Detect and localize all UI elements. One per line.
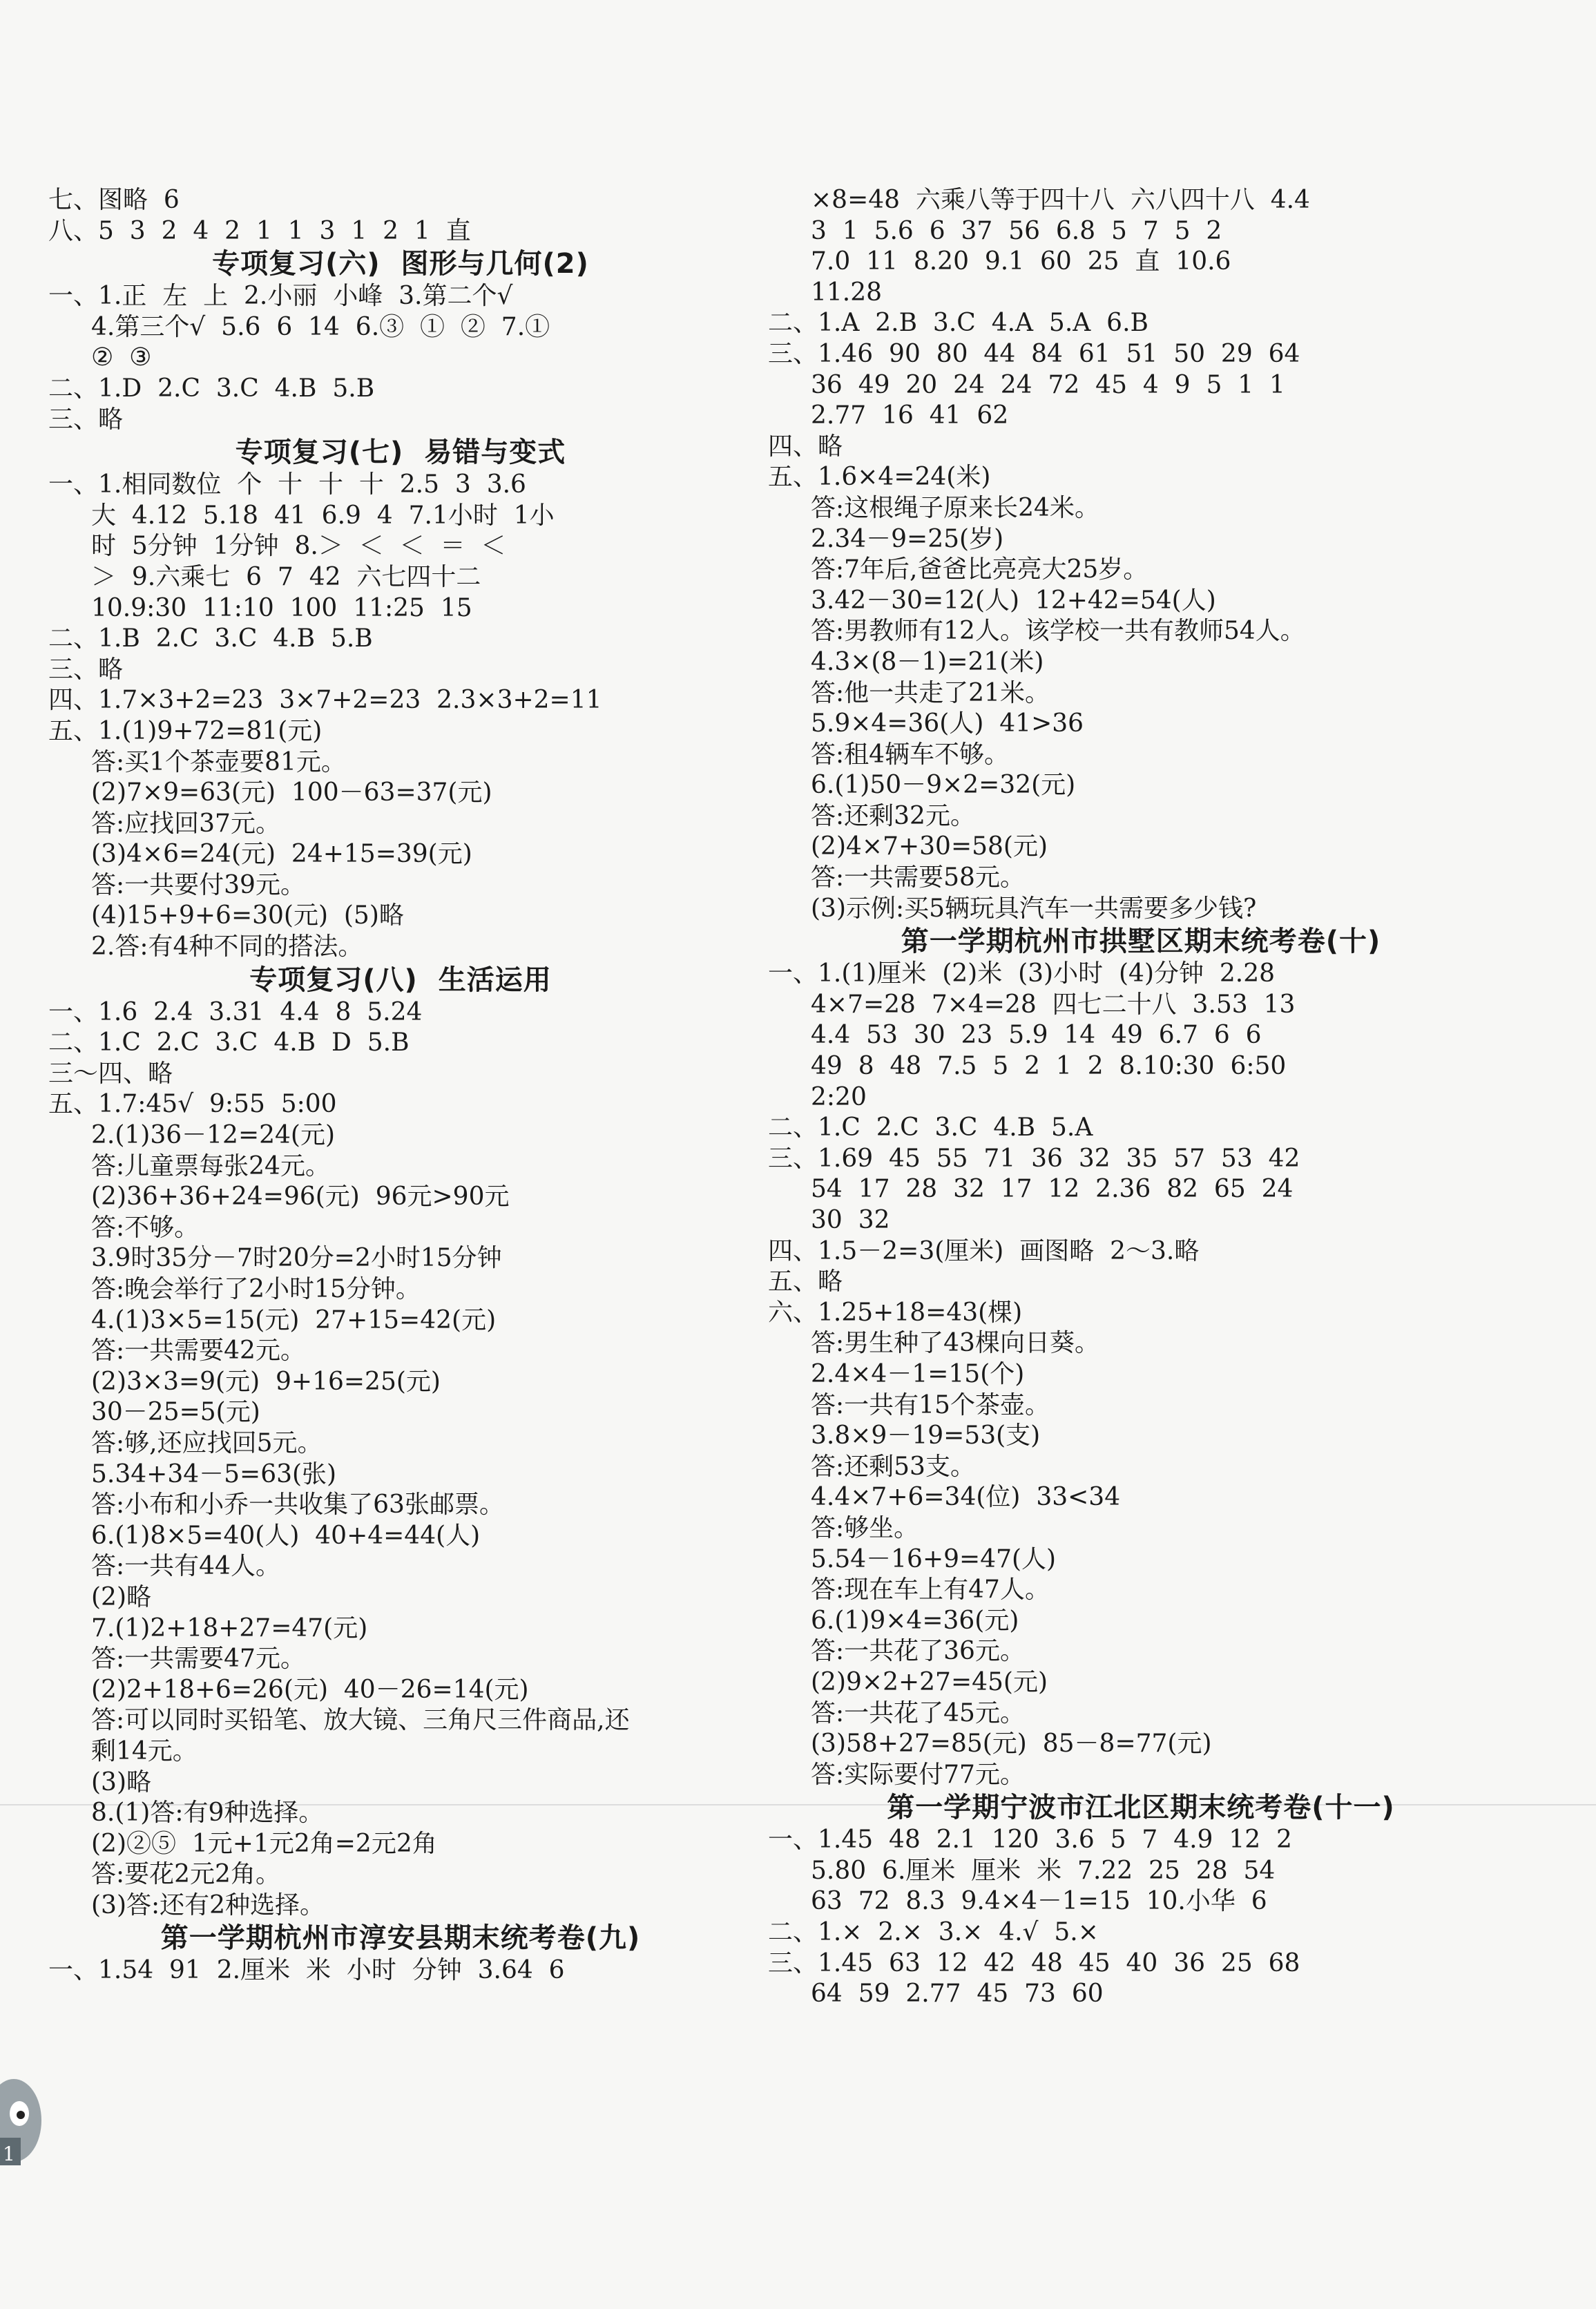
right-answer-line: (3)示例:买5辆玩具汽车一共需要多少钱? (811, 894, 1257, 923)
left-answer-line: (2)3×3=9(元) 9+16=25(元) (91, 1367, 441, 1396)
right-answer-line: 4.3×(8－1)=21(米) (811, 647, 1044, 676)
left-answer-line: (3)答:还有2种选择。 (91, 1890, 325, 1919)
left-answer-line: 答:一共需要42元。 (91, 1336, 305, 1366)
left-answer-line: (3)略 (91, 1767, 151, 1797)
right-answer-line: ×8=48 六乘八等于四十八 六八四十八 4.4 (811, 186, 1310, 214)
right-answer-line: 四、略 (768, 432, 843, 461)
right-answer-line: 11.28 (811, 278, 883, 307)
left-answer-line: 答:够,还应找回5元。 (91, 1428, 323, 1457)
right-answer-line: 答:7年后,爸爸比亮亮大25岁。 (811, 555, 1148, 584)
left-answer-line: 答:一共有44人。 (91, 1552, 280, 1581)
right-answer-line: 答:还剩32元。 (811, 801, 975, 830)
right-section-heading: 第一学期杭州市拱墅区期末统考卷(十) (901, 926, 1381, 958)
left-answer-line: 7.(1)2+18+27=47(元) (91, 1613, 368, 1642)
right-answer-line: 54 17 28 32 17 12 2.36 82 65 24 (811, 1175, 1294, 1204)
left-answer-line: 4.第三个√ 5.6 6 14 6.③ ① ② 7.① (91, 312, 550, 341)
left-answer-line: 答:应找回37元。 (91, 809, 280, 838)
right-answer-line: 4×7=28 7×4=28 四七二十八 3.53 13 (811, 990, 1296, 1019)
left-answer-line: (2)2+18+6=26(元) 40－26=14(元) (91, 1675, 529, 1704)
left-answer-line: 大 4.12 5.18 41 6.9 4 7.1小时 1小 (91, 501, 555, 530)
right-answer-line: 三、1.69 45 55 71 36 32 35 57 53 42 (768, 1144, 1300, 1173)
right-answer-line: 答:一共花了36元。 (811, 1637, 1025, 1666)
right-answer-line: 3.8×9－19=53(支) (811, 1421, 1041, 1450)
right-answer-line: 二、1.× 2.× 3.× 4.√ 5.× (768, 1918, 1099, 1947)
right-answer-line: 四、1.5－2=3(厘米) 画图略 2～3.略 (768, 1236, 1200, 1265)
left-answer-line: 6.(1)8×5=40(人) 40+4=44(人) (91, 1521, 481, 1550)
right-answer-line: 答:实际要付77元。 (811, 1760, 1025, 1789)
left-answer-line: 二、1.D 2.C 3.C 4.B 5.B (48, 374, 375, 403)
left-answer-line: (2)36+36+24=96(元) 96元>90元 (91, 1182, 510, 1211)
left-answer-line: ② ③ (91, 343, 152, 372)
left-answer-line: 2.答:有4种不同的搭法。 (91, 932, 363, 961)
right-answer-line: 三、1.46 90 80 44 84 61 51 50 29 64 (768, 339, 1300, 368)
right-answer-line: 2.77 16 41 62 (811, 401, 1009, 430)
left-answer-line: 4.(1)3×5=15(元) 27+15=42(元) (91, 1305, 497, 1334)
right-answer-line: 五、略 (768, 1267, 843, 1296)
left-answer-line: 八、5 3 2 4 2 1 1 3 1 2 1 直 (48, 216, 471, 245)
right-answer-line: 答:男教师有12人。该学校一共有教师54人。 (811, 617, 1305, 646)
left-answer-line: 一、1.6 2.4 3.31 4.4 8 5.24 (48, 997, 423, 1026)
mascot-corner-image (0, 2072, 48, 2176)
right-answer-line: 3.42－30=12(人) 12+42=54(人) (811, 586, 1216, 615)
left-answer-line: 5.34+34－5=63(张) (91, 1459, 337, 1488)
right-answer-line: 30 32 (811, 1206, 890, 1234)
left-answer-line: 答:不够。 (91, 1213, 200, 1242)
left-answer-line: ＞ 9.六乘七 6 7 42 六七四十二 (91, 562, 481, 591)
left-answer-line: (2)7×9=63(元) 100－63=37(元) (91, 778, 492, 807)
left-answer-line: 三～四、略 (48, 1059, 173, 1088)
right-answer-line: 3 1 5.6 6 37 56 6.8 5 7 5 2 (811, 216, 1222, 245)
right-answer-line: 4.4×7+6=34(位) 33<34 (811, 1483, 1121, 1512)
right-answer-line: (3)58+27=85(元) 85－8=77(元) (811, 1730, 1212, 1759)
left-answer-line: 七、图略 6 (48, 186, 180, 214)
right-answer-line: 答:他一共走了21米。 (811, 678, 1050, 707)
right-answer-line: 六、1.25+18=43(棵) (768, 1298, 1023, 1327)
left-answer-line: 二、1.C 2.C 3.C 4.B D 5.B (48, 1028, 410, 1057)
right-answer-line: 答:够坐。 (811, 1513, 919, 1542)
left-answer-line: 一、1.54 91 2.厘米 米 小时 分钟 3.64 6 (48, 1956, 565, 1985)
right-answer-line: 答:一共有15个茶壶。 (811, 1390, 1050, 1419)
left-answer-line: (3)4×6=24(元) 24+15=39(元) (91, 840, 472, 869)
left-answer-line: 3.9时35分－7时20分=2小时15分钟 (91, 1244, 502, 1273)
left-answer-line: 答:可以同时买铅笔、放大镜、三角尺三件商品,还 (91, 1706, 630, 1735)
right-answer-line: 答:还剩53支。 (811, 1452, 975, 1481)
left-answer-line: 一、1.正 左 上 2.小丽 小峰 3.第二个√ (48, 282, 513, 311)
right-answer-line: 6.(1)50－9×2=32(元) (811, 771, 1076, 800)
left-answer-line: 答:一共要付39元。 (91, 870, 305, 899)
left-section-heading: 第一学期杭州市淳安县期末统考卷(九) (160, 1922, 641, 1955)
left-answer-line: 8.(1)答:有9种选择。 (91, 1799, 324, 1828)
right-answer-line: 2:20 (811, 1082, 867, 1111)
right-answer-line: 5.54－16+9=47(人) (811, 1544, 1057, 1573)
right-answer-line: 五、1.6×4=24(米) (768, 463, 991, 492)
right-answer-line: 答:租4辆车不够。 (811, 740, 1010, 769)
right-answer-column (768, 185, 1514, 2010)
left-answer-line: 答:儿童票每张24元。 (91, 1151, 330, 1180)
left-section-heading: 专项复习(七) 易错与变式 (235, 437, 566, 469)
left-answer-line: 剩14元。 (91, 1736, 198, 1765)
right-answer-line: 7.0 11 8.20 9.1 60 25 直 10.6 (811, 247, 1231, 276)
right-answer-line: (2)4×7+30=58(元) (811, 832, 1048, 861)
right-answer-line: 5.9×4=36(人) 41>36 (811, 709, 1084, 738)
right-answer-line: 答:一共花了45元。 (811, 1698, 1025, 1727)
left-answer-line: 三、略 (48, 655, 124, 684)
left-answer-line: 30－25=5(元) (91, 1398, 260, 1427)
left-answer-line: 答:买1个茶壶要81元。 (91, 747, 346, 776)
page-number: 1 (3, 2143, 15, 2165)
left-section-heading: 专项复习(六) 图形与几何(2) (212, 248, 589, 280)
right-answer-line: 6.(1)9×4=36(元) (811, 1606, 1019, 1635)
left-answer-line: (2)略 (91, 1582, 151, 1611)
right-answer-line: 4.4 53 30 23 5.9 14 49 6.7 6 6 (811, 1021, 1262, 1050)
left-answer-line: 答:小布和小乔一共收集了63张邮票。 (91, 1491, 504, 1520)
right-answer-line: 答:这根绳子原来长24米。 (811, 493, 1099, 522)
left-answer-line: 10.9:30 11:10 100 11:25 15 (91, 593, 472, 622)
right-answer-line: 答:一共需要58元。 (811, 863, 1025, 892)
right-answer-line: 63 72 8.3 9.4×4－1=15 10.小华 6 (811, 1887, 1267, 1916)
left-answer-line: 时 5分钟 1分钟 8.＞ ＜ ＜ ＝ ＜ (91, 532, 506, 561)
right-answer-line: 2.4×4－1=15(个) (811, 1359, 1025, 1388)
left-answer-line: 答:要花2元2角。 (91, 1860, 280, 1889)
left-answer-column (48, 185, 753, 1986)
left-answer-line: 二、1.B 2.C 3.C 4.B 5.B (48, 624, 373, 653)
right-answer-line: 一、1.45 48 2.1 120 3.6 5 7 4.9 12 2 (768, 1826, 1292, 1855)
right-answer-line: 64 59 2.77 45 73 60 (811, 1980, 1104, 2009)
right-answer-line: 49 8 48 7.5 5 2 1 2 8.10:30 6:50 (811, 1052, 1287, 1081)
left-section-heading: 专项复习(八) 生活运用 (249, 964, 552, 996)
left-answer-line: (2)②⑤ 1元+1元2角=2元2角 (91, 1829, 437, 1858)
left-answer-line: 三、略 (48, 405, 124, 434)
right-answer-line: 答:男生种了43棵向日葵。 (811, 1329, 1099, 1358)
right-answer-line: 二、1.C 2.C 3.C 4.B 5.A (768, 1113, 1093, 1142)
right-answer-line: 一、1.(1)厘米 (2)米 (3)小时 (4)分钟 2.28 (768, 959, 1276, 988)
right-answer-line: 36 49 20 24 24 72 45 4 9 5 1 1 (811, 370, 1285, 399)
right-answer-line: (2)9×2+27=45(元) (811, 1667, 1048, 1696)
left-answer-line: 四、1.7×3+2=23 3×7+2=23 2.3×3+2=11 (48, 686, 602, 715)
right-answer-line: 二、1.A 2.B 3.C 4.A 5.A 6.B (768, 309, 1148, 338)
left-answer-line: 一、1.相同数位 个 十 十 十 2.5 3 3.6 (48, 470, 526, 499)
right-answer-line: 2.34－9=25(岁) (811, 524, 1004, 553)
left-answer-line: 五、1.(1)9+72=81(元) (48, 716, 323, 745)
left-answer-line: 答:一共需要47元。 (91, 1645, 305, 1674)
right-answer-line: 5.80 6.厘米 厘米 米 7.22 25 28 54 (811, 1856, 1276, 1885)
left-answer-line: 2.(1)36－12=24(元) (91, 1121, 336, 1150)
right-section-heading: 第一学期宁波市江北区期末统考卷(十一) (887, 1792, 1395, 1824)
left-answer-line: 答:晚会举行了2小时15分钟。 (91, 1275, 421, 1303)
right-answer-line: 三、1.45 63 12 42 48 45 40 36 25 68 (768, 1948, 1300, 1977)
left-answer-line: 五、1.7:45√ 9:55 5:00 (48, 1090, 337, 1119)
left-answer-line: (4)15+9+6=30(元) (5)略 (91, 901, 404, 930)
right-answer-line: 答:现在车上有47人。 (811, 1575, 1050, 1604)
